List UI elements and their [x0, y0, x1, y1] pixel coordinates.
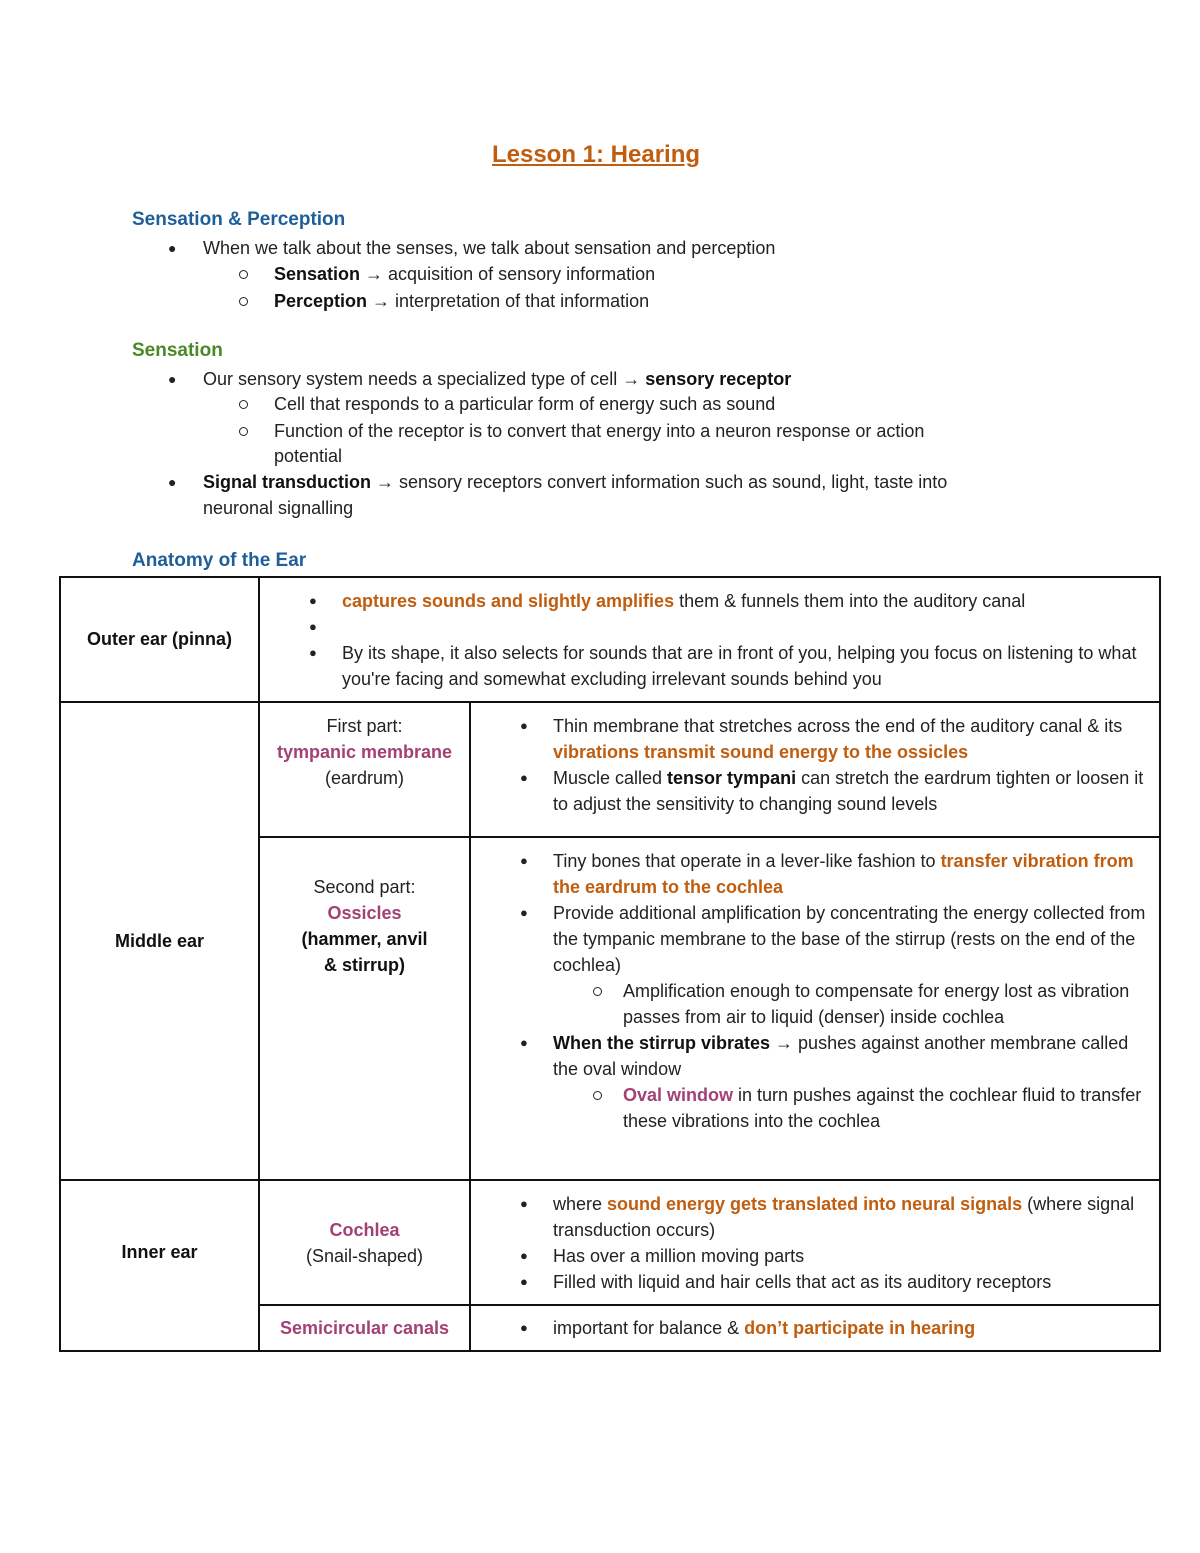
term: sensory receptor — [645, 369, 792, 389]
highlight: Oval window — [623, 1085, 734, 1105]
semicircular-description — [470, 1305, 1160, 1351]
list-item: Cell that responds to a particular form of energy such as sound — [274, 394, 776, 414]
list-item — [553, 900, 1147, 1030]
list-item — [274, 261, 655, 287]
list-item-continued: potential — [274, 446, 343, 466]
term: tensor tympani — [667, 768, 797, 788]
text: Muscle called — [553, 768, 668, 788]
sub-bullet — [239, 297, 248, 306]
list-item — [553, 1030, 1147, 1134]
row-header-inner-ear: Inner ear — [60, 1180, 259, 1351]
part-semicircular-canals — [259, 1305, 470, 1351]
part-name: Cochlea — [329, 1219, 400, 1240]
highlight: transfer vibration from the eardrum to the cochlea — [553, 851, 1134, 897]
text: them & funnels them into the auditory canal — [674, 591, 1026, 611]
list-item — [203, 366, 791, 392]
term: When the stirrup vibrates — [553, 1033, 771, 1053]
text: in turn pushes against the cochlear fluid to transfer these vibrations into the cochlea — [623, 1085, 1142, 1131]
ossicles-description — [470, 837, 1160, 1180]
bullet: ● — [168, 474, 177, 490]
highlight: vibrations transmit sound energy to the ossicles — [553, 742, 969, 762]
list-item: ● Has over a million moving parts — [553, 1243, 1147, 1269]
text: Thin membrane that stretches across the end of the auditory canal & its — [553, 716, 1123, 736]
part-name: tympanic membrane — [276, 742, 453, 762]
anatomy-table — [59, 576, 1161, 1352]
sub-list-item — [623, 1082, 1147, 1134]
part-name: Semicircular canals — [279, 1318, 450, 1338]
list-item — [553, 1315, 1147, 1341]
page-title: Lesson 1: Hearing — [491, 141, 701, 168]
table-row-outer-ear — [60, 577, 1160, 702]
definition: → interpretation of that information — [367, 291, 650, 311]
part-prefix: First part: — [326, 716, 403, 736]
text: Tiny bones that operate in a lever-like fashion to — [553, 851, 941, 871]
term: Sensation — [274, 264, 361, 284]
bullet: ● — [168, 240, 177, 256]
list-item — [553, 713, 1147, 765]
part-ossicles — [259, 837, 470, 1180]
highlight: sound energy gets translated into neural signals — [607, 1194, 1023, 1214]
list-item — [342, 588, 1147, 614]
highlight: captures sounds and slightly amplifies — [342, 591, 675, 611]
sub-bullet — [239, 400, 248, 409]
part-cochlea — [259, 1180, 470, 1305]
list-item: Function of the receptor is to convert that energy into a neuron response or action — [274, 421, 925, 441]
text: (where signal transduction occurs) — [553, 1194, 1135, 1240]
cochlea-description — [470, 1180, 1160, 1305]
term: Signal transduction — [203, 472, 372, 492]
table-row-inner-ear-cochlea — [60, 1180, 1160, 1305]
list-item — [553, 765, 1147, 817]
outer-ear-description — [259, 577, 1160, 702]
term: Perception — [274, 291, 368, 311]
definition: → sensory receptors convert information such as sound, light, taste into — [371, 472, 948, 492]
list-item — [274, 288, 649, 314]
highlight: don’t participate in hearing — [744, 1318, 976, 1338]
sub-bullet — [239, 270, 248, 279]
section-heading-sensation-perception: Sensation & Perception — [132, 209, 346, 230]
list-item — [203, 469, 947, 495]
text: important for balance & — [553, 1318, 745, 1338]
part-prefix: Second part: — [313, 877, 416, 897]
list-item: ● Filled with liquid and hair cells that act as its auditory receptors — [553, 1269, 1147, 1295]
text: Provide additional amplification by concentrating the energy collected from the tympanic membrane to the base of the stirrup (rests on the end of the cochlea) — [553, 903, 1146, 975]
definition: → acquisition of sensory information — [360, 264, 656, 284]
text: where — [553, 1194, 608, 1214]
spacer — [342, 614, 1147, 640]
section-heading-sensation: Sensation — [132, 340, 223, 361]
row-header-outer-ear: Outer ear (pinna) — [60, 577, 259, 702]
bullet: ● — [168, 371, 177, 387]
section-heading-anatomy: Anatomy of the Ear — [132, 550, 307, 571]
list-item: ● By its shape, it also selects for sounds that are in front of you, helping you focus on listening to what you're facing and somewhat excluding irrelevant sounds behind you — [342, 640, 1147, 692]
part-tympanic-membrane — [259, 702, 470, 837]
sub-bullet — [239, 427, 248, 436]
text: Our sensory system needs a specialized type of cell → — [203, 369, 646, 389]
list-item-continued: neuronal signalling — [203, 498, 354, 518]
list-item: When we talk about the senses, we talk about sensation and perception — [203, 238, 776, 258]
part-sub: (Snail-shaped) — [305, 1245, 424, 1266]
part-sub: (eardrum) — [324, 768, 404, 788]
row-header-middle-ear: Middle ear — [60, 702, 259, 1180]
tympanic-description — [470, 702, 1160, 837]
sub-list-item: Amplification enough to compensate for energy lost as vibration passes from air to liquid (denser) inside cochlea — [623, 978, 1147, 1030]
text: → pushes against another membrane called the oval window — [553, 1033, 1129, 1079]
table-row-middle-ear-part1 — [60, 702, 1160, 837]
list-item — [553, 1191, 1147, 1243]
text: can stretch the eardrum tighten or loosen it to adjust the sensitivity to changing sound levels — [553, 768, 1144, 814]
part-sub: (hammer, anvil & stirrup) — [301, 929, 428, 975]
part-name: Ossicles — [327, 903, 402, 923]
list-item — [553, 848, 1147, 900]
